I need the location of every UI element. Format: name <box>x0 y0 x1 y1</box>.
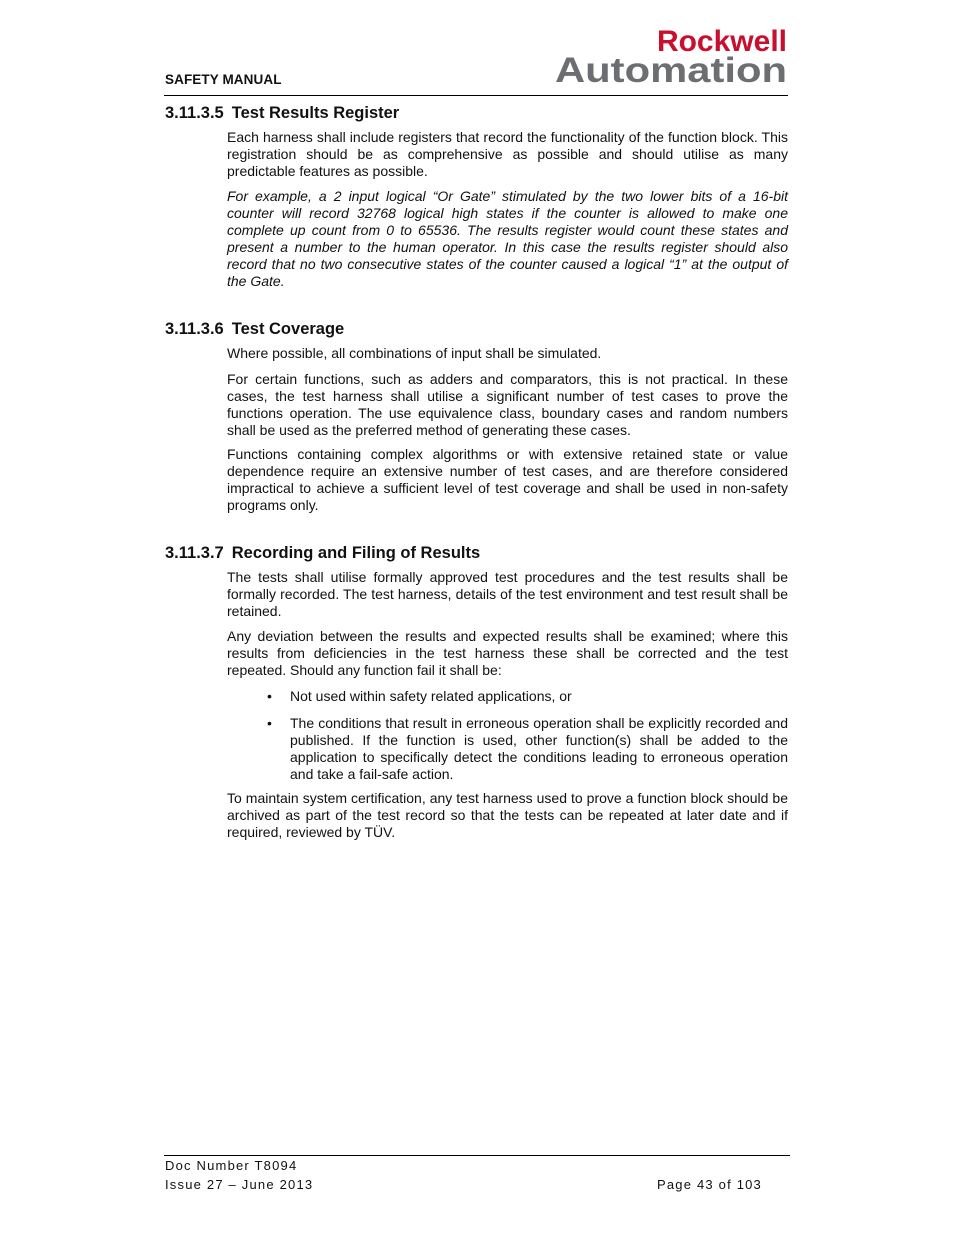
section-title: Test Results Register <box>231 104 400 122</box>
header-divider <box>164 95 788 96</box>
paragraph: Each harness shall include registers that record the functionality of the function block. This registration should be as comprehensive as possible and should utilise as many predictable features as possible. <box>227 129 788 179</box>
list-item-text: Not used within safety related applications, or <box>290 688 572 704</box>
section-heading-test-coverage <box>165 320 344 339</box>
logo-line1: Rockwell <box>656 26 787 58</box>
section-title: Recording and Filing of Results <box>231 544 481 562</box>
section-title: Test Coverage <box>231 320 345 338</box>
paragraph: Functions containing complex algorithms or with extensive retained state or value dependence require an extensive number of test cases, and are therefore considered impractical to achieve a sufficient level of test coverage and shall be used in non-safety programs only. <box>227 446 788 513</box>
paragraph: For certain functions, such as adders and comparators, this is not practical. In these cases, the test harness shall utilise a significant number of test cases to prove the functions operation. The use equivalence class, boundary cases and random numbers shall be used as the preferred method of generating these cases. <box>227 371 788 438</box>
list-item-text: The conditions that result in erroneous operation shall be explicitly recorded and published. If the function is used, other function(s) shall be added to the application to specifically detect the conditions leading to erroneous operation and take a fail-safe action. <box>290 715 788 782</box>
section-heading-recording-and-filing <box>165 544 480 563</box>
document-title: SAFETY MANUAL <box>165 72 282 87</box>
bullet-symbol: • <box>267 688 272 704</box>
rockwell-automation-logo <box>553 26 789 86</box>
section-number: 3.11.3.7 <box>165 544 224 562</box>
paragraph: To maintain system certification, any test harness used to prove a function block should be archived as part of the test record so that the tests can be repeated at later date and if required, reviewed by TÜV. <box>227 790 788 840</box>
section-number: 3.11.3.6 <box>165 320 224 338</box>
paragraph: Where possible, all combinations of input shall be simulated. <box>227 345 602 361</box>
paragraph: The tests shall utilise formally approved test procedures and the test results shall be formally recorded. The test harness, details of the test environment and test result shall be retained. <box>227 569 788 619</box>
logo-graphic <box>553 26 789 86</box>
section-heading-test-results-register <box>165 104 399 123</box>
section-number: 3.11.3.5 <box>165 104 224 122</box>
bullet-symbol: • <box>267 715 272 731</box>
doc-number: Doc Number T8094 <box>165 1158 298 1173</box>
footer-divider <box>164 1155 790 1156</box>
example-paragraph: For example, a 2 input logical “Or Gate” stimulated by the two lower bits of a 16-bit counter will record 32768 logical high states if the counter is allowed to make one complete up count from 0 to 65536. The results register would count these states and present a number to the human operator. In this case the results register should also record that no two consecutive states of the counter caused a logical “1” at the output of the Gate. <box>227 188 788 289</box>
logo-line2: Automation <box>555 51 787 86</box>
issue-date: Issue 27 – June 2013 <box>165 1177 314 1192</box>
paragraph: Any deviation between the results and expected results shall be examined; where this results from deficiencies in the test harness these shall be corrected and the test repeated. Should any function fail it shall be: <box>227 628 788 678</box>
page-number: Page 43 of 103 <box>657 1177 762 1192</box>
